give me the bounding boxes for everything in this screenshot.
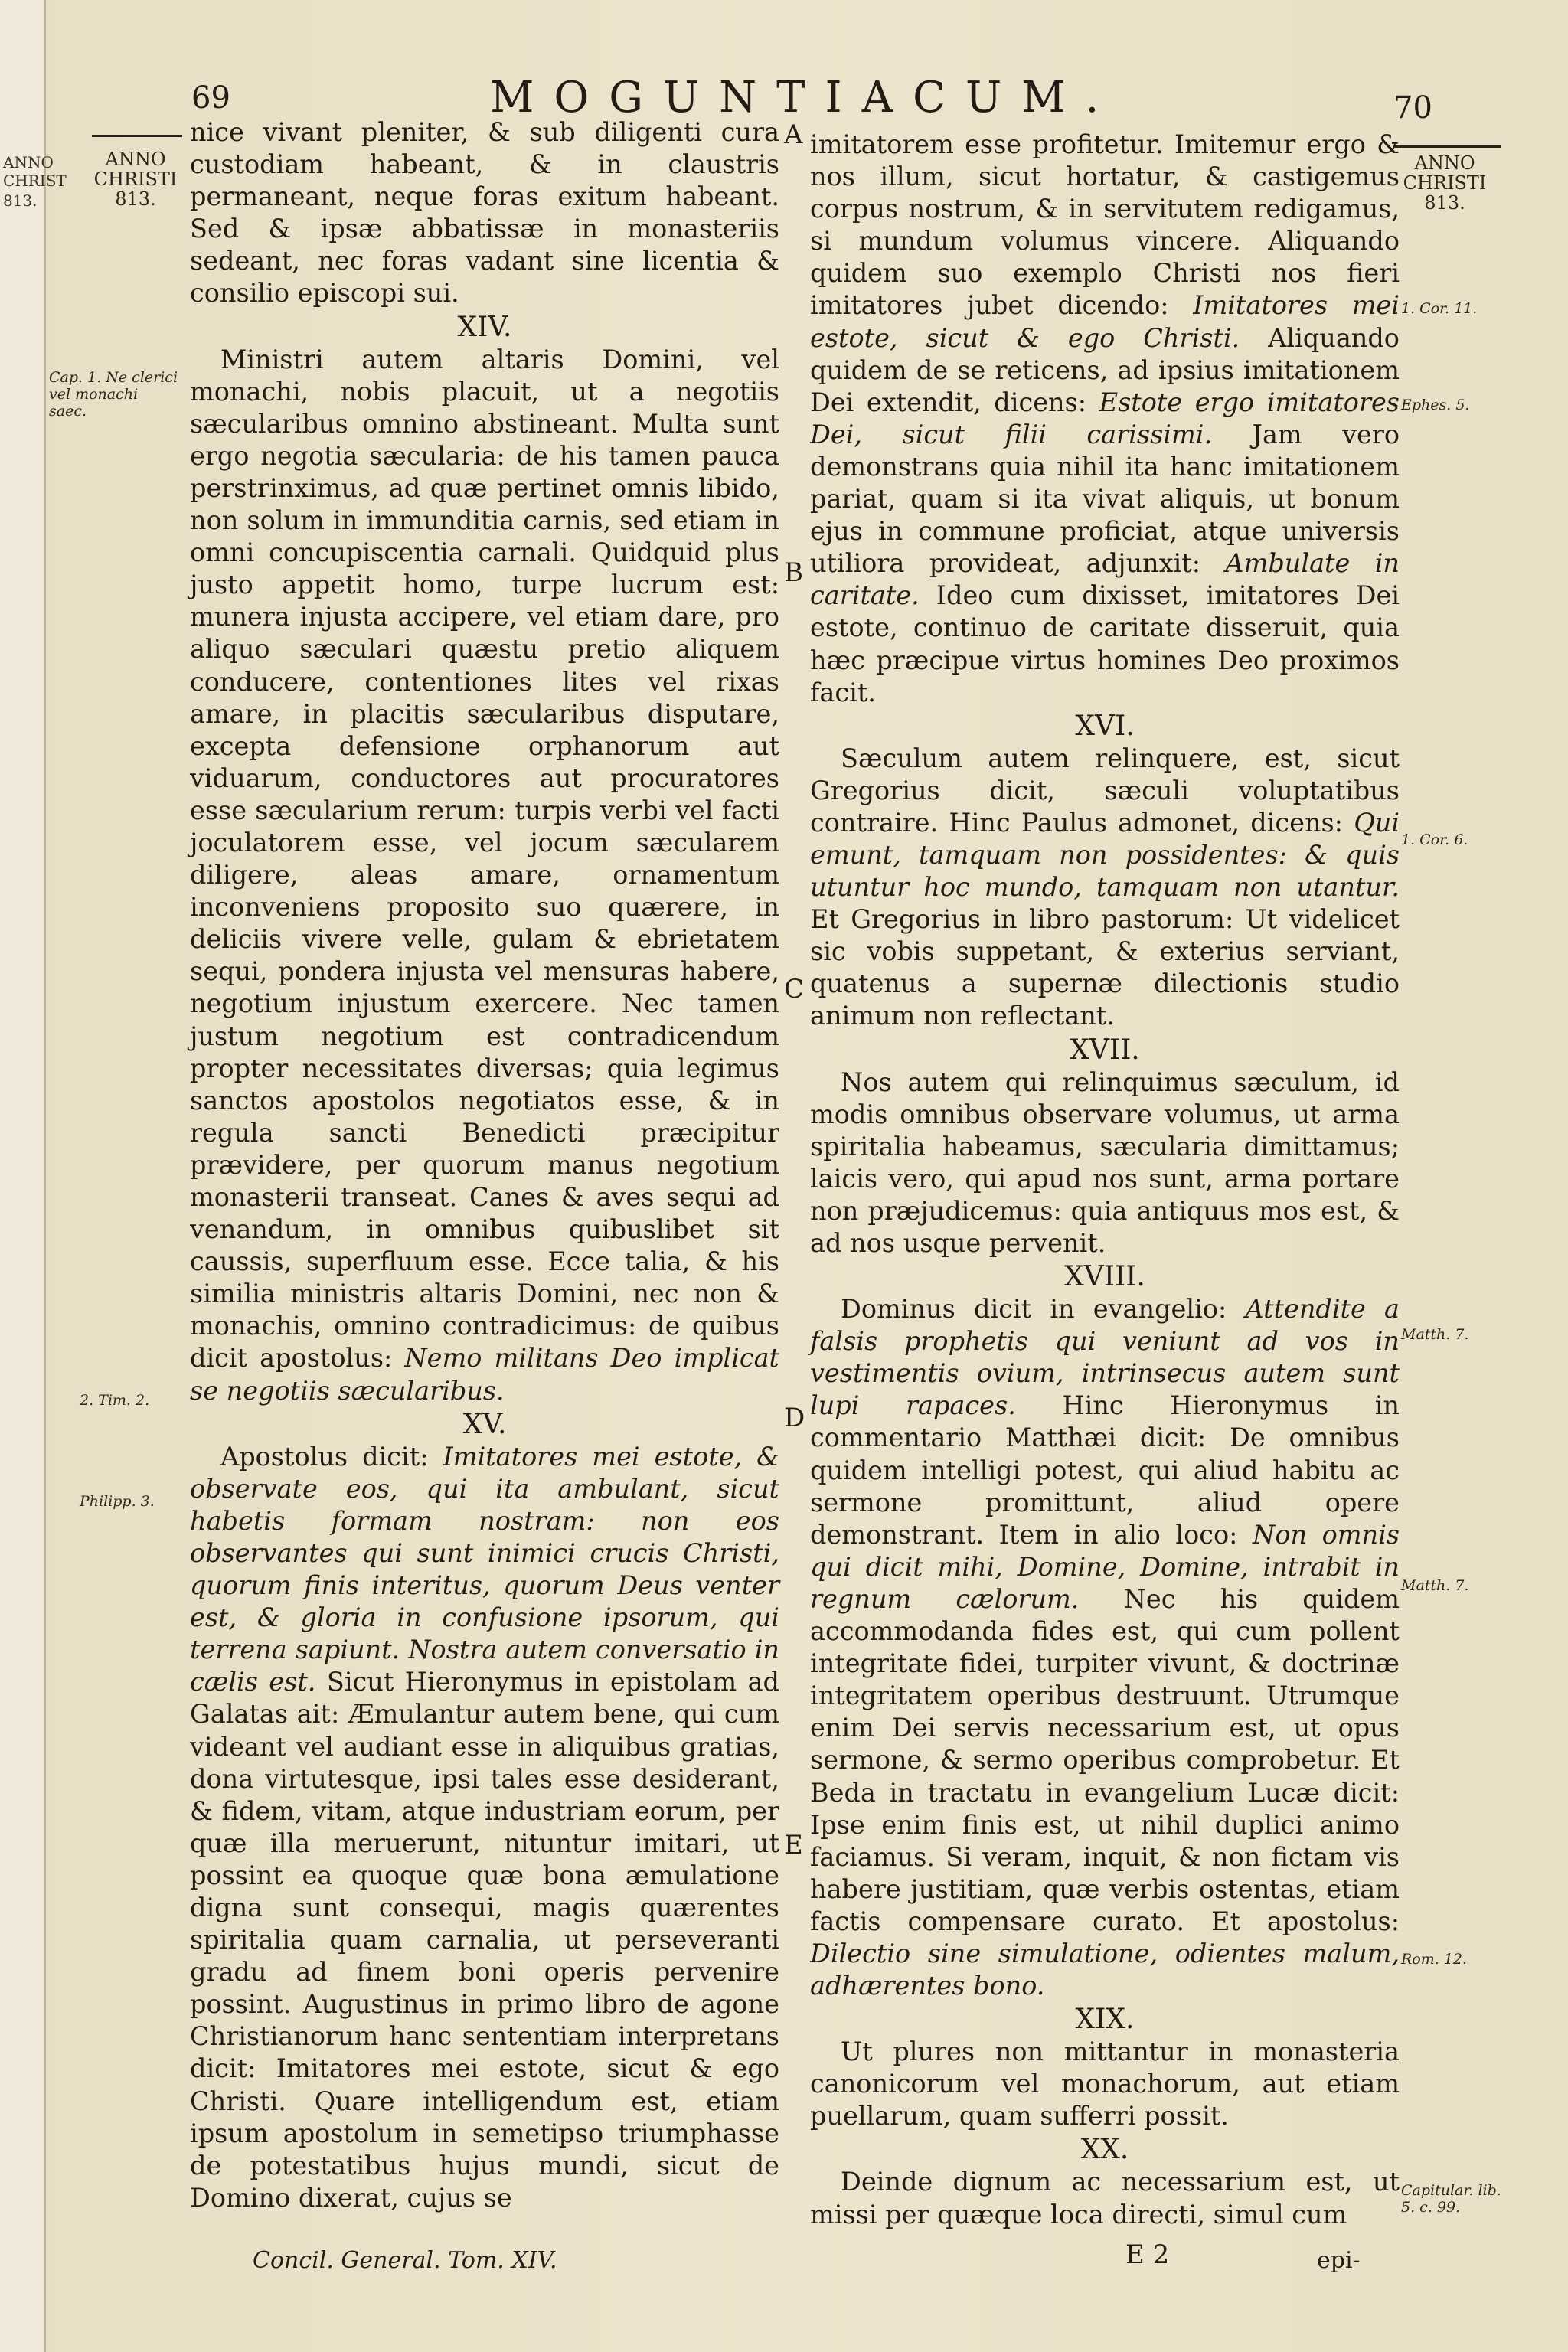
margin-note-cap: Cap. 1. Ne clerici vel monachi saec. <box>49 369 178 420</box>
rule-left <box>92 135 182 137</box>
scripture-quote: Estote ergo imitatores Dei, sicut filii carissimi. <box>810 387 1400 449</box>
body-text: Aliquando quidem de se reticens, ad ipsius imitationem Dei extendit, dicens: <box>810 322 1400 417</box>
margin-note-philipp: Philipp. 3. <box>80 1493 155 1510</box>
paragraph <box>190 344 779 1407</box>
margin-note-capitular: Capitular. lib. 5. c. 99. <box>1401 2182 1501 2216</box>
section-heading: XX. <box>1080 2134 1129 2166</box>
edge-text: 813. <box>3 191 38 210</box>
section-heading: XV. <box>462 1408 507 1440</box>
scripture-quote: Non omnis qui dicit mihi, Domine, Domine, intrabit in regnum cælorum. <box>810 1519 1400 1614</box>
paragraph <box>810 743 1400 1033</box>
body-text: Ministri autem altaris Domini, vel monachi, nobis placuit, ut a negotiis sæcularibus omnino abstineant. Multa sunt ergo negotia sæcularia: de his tamen pauca perstrinximus, ad quæ pertinet omnis libido, non solum in immunditia carnis, sed etiam in omni concupiscentia carnali. Quidquid plus justo appetit homo, turpe lucrum est: munera injusta accipere, vel etiam dare, pro aliquo sæculari quæstu pretio aliquem conducere, contentiones lites vel rixas amare, in placitis sæcularibus disputare, excepta defensione orphanorum aut viduarum, conductores aut procuratores esse sæcularium rerum: turpis verbi vel facti joculatorem esse, vel jocum sæcularem diligere, aleas amare, ornamentum inconveniens proposito suo quærere, in deliciis vivere velle, gulam & ebrietatem sequi, pondera injusta vel mensuras habere, negotium injustum exercere. Nec tamen justum negotium est contradicendum propter necessitates diversas; quia legimus sanctos apostolos negotiatos esse, & in regula sancti Benedicti præcipitur prævidere, per quorum manus negotium monasterii transeat. Canes & aves sequi ad venandum, in omnibus quibuslibet sit caussis, superfluum esse. Ecce talia, & his similia ministris altaris Domini, nec non & monachis, omnino contradicimus: de quibus dicit apostolus: <box>190 344 779 1374</box>
section-letter: D <box>784 1403 805 1433</box>
scripture-quote: Imitatores mei estote, & observate eos, qui ita ambulant, sicut habetis formam nostram: non eos observantes qui sunt inimici crucis Christi, quorum finis interitus, quorum Deus venter est, & gloria in confusione ipsorum, qui terrena sapiunt. Nostra autem conversatio in cælis est. <box>190 1441 779 1697</box>
body-text: Sicut Hieronymus in epistolam ad Galatas ait: Æmulantur autem bene, qui cum videant vel audiant esse in aliquibus gratias, dona virtutesque, ipsi tales esse desiderant, & fidem, vitam, atque industriam eorum, per quæ illa meruerunt, nituntur imitari, ut possint ea quoque quæ bona æmulatione digna sunt consequi, magis quærentes spiritalia quam carnalia, ut perseveranti gradu ad finem boni operis pervenire possint. Augustinus in primo libro de agone Christianorum hanc sententiam interpretans dicit: Imitatores mei estote, sicut & ego Christi. Quare intelligendum est, etiam ipsum apostolum in semetipso triumphasse de potestatibus hujus mundi, sicut de Domino dixerat, cujus se <box>190 1667 779 2213</box>
body-text: imitatorem esse profitetur. Imitemur ergo & nos illum, sicut hortatur, & castigemus corpus nostrum, & in servitutem redigamus, si mundum volumus vincere. Aliquando quidem suo exemplo Christi nos fieri imitatores jubet dicendo: <box>810 129 1400 321</box>
adjacent-page-edge <box>0 0 67 2352</box>
page-number-left: 69 <box>191 80 230 116</box>
footer-source: Concil. General. Tom. XIV. <box>253 2247 557 2274</box>
edge-text: CHRIST <box>3 172 67 190</box>
scripture-quote: Imitatores mei estote, sicut & ego Christi. <box>810 290 1400 353</box>
right-column <box>810 129 1400 2231</box>
paragraph <box>190 1441 779 2214</box>
paragraph: Nos autem qui relinquimus sæculum, id modis omnibus observare volumus, ut arma spiritalia habeamus, sæcularia dimittamus; laicis vero, qui apud nos sunt, arma portare non præjudicemus: quia antiquus mos est, & ad nos usque pervenit. <box>810 1067 1400 1258</box>
scripture-quote: Ambulate in caritate. <box>810 548 1400 611</box>
margin-anno-left: ANNO CHRISTI 813. <box>93 149 178 210</box>
running-title: MOGUNTIACUM. <box>490 73 1119 122</box>
rule-right <box>1393 145 1501 148</box>
paragraph <box>810 1293 1400 2002</box>
scripture-quote: Nemo militans Deo implicat se negotiis sæcularibus. <box>190 1343 780 1406</box>
margin-note-tim: 2. Tim. 2. <box>80 1392 150 1409</box>
page-number-right: 70 <box>1393 90 1432 126</box>
signature-mark: E 2 <box>1125 2239 1170 2270</box>
body-text: Dominus dicit in evangelio: <box>841 1294 1227 1325</box>
body-text: Nec his quidem accommodanda fides est, qui cum pollent integritate fidei, turpiter vivunt, & doctrinæ integritatem operibus destruunt. Utrumque enim Dei servis necessarium est, ut opus sermone, & sermo operibus comprobetur. Et Beda in tractatu in evangelium Lucæ dicit: Ipse enim finis est, ut nihil duplici animo faciamus. Si veram, inquit, & non fictam vis habere justitiam, quæ verbis ostentas, etiam factis compensare curato. Et apostolus: <box>810 1583 1400 1936</box>
left-column <box>190 116 779 2214</box>
paragraph: Deinde dignum ac necessarium est, ut missi per quæque loca directi, simul cum <box>810 2167 1400 2230</box>
body-text: Jam vero demonstrans quia nihil ita hanc imitationem pariat, quam si ita vivat aliquis, ut bonum ejus in commune proficiat, atque universis utiliora provideat, adjunxit: <box>810 419 1400 579</box>
margin-note-rom: Rom. 12. <box>1401 1951 1468 1968</box>
edge-text: ANNO <box>3 153 54 172</box>
scripture-quote: Dilectio sine simulatione, odientes malum, adhærentes bono. <box>810 1938 1400 2001</box>
paragraph: Ut plures non mittantur in monasteria canonicorum vel monachorum, aut etiam puellarum, quam sufferri possit. <box>810 2037 1400 2132</box>
body-text: Sæculum autem relinquere, est, sicut Gregorius dicit, sæculi voluptatibus contraire. Hinc Paulus admonet, dicens: <box>810 743 1400 838</box>
body-text: Et Gregorius in libro pastorum: Ut videlicet sic vobis suppetant, & exterius serviant, quatenus a supernæ dilectionis studio animum non reflectant. <box>810 904 1400 1031</box>
section-heading: XVI. <box>1075 710 1135 742</box>
paragraph <box>810 129 1400 709</box>
margin-note-matth: Matth. 7. <box>1401 1326 1469 1343</box>
scripture-quote: Qui emunt, tamquam non possidentes: & quis utuntur hoc mundo, tamquam non utantur. <box>810 807 1400 903</box>
margin-note-ephes: Ephes. 5. <box>1401 397 1470 413</box>
section-heading: XIX. <box>1075 2004 1135 2036</box>
margin-anno-right: ANNO CHRISTI 813. <box>1403 152 1487 214</box>
margin-note-matth: Matth. 7. <box>1401 1577 1469 1594</box>
section-letter: B <box>784 557 803 588</box>
section-letter: C <box>784 974 805 1004</box>
body-text: Apostolus dicit: <box>220 1441 429 1472</box>
catchword: epi- <box>1317 2247 1361 2274</box>
section-heading: XIV. <box>457 311 512 343</box>
margin-note-cor6: 1. Cor. 6. <box>1401 831 1468 848</box>
section-heading: XVIII. <box>1064 1261 1145 1293</box>
paragraph: nice vivant pleniter, & sub diligenti cura custodiam habeant, & in claustris permaneant, neque foras exitum habeant. Sed & ipsæ abbatissæ in monasteriis sedeant, nec foras vadant sine licentia & consilio episcopi sui. <box>190 117 779 309</box>
body-text: Ideo cum dixisset, imitatores Dei estote, continuo de caritate disseruit, quia hæc præcipue virtus homines Deo proximos facit. <box>810 580 1400 707</box>
scripture-quote: Attendite a falsis prophetis qui veniunt ad vos in vestimentis ovium, intrinsecus autem sunt lupi rapaces. <box>810 1294 1400 1421</box>
section-letter: A <box>784 119 803 150</box>
section-heading: XVII. <box>1070 1034 1140 1066</box>
body-text: Hinc Hieronymus in commentario Matthæi dicit: De omnibus quidem intelligi potest, qui aliud habitu ac sermone promittunt, aliud opere demonstrant. Item in alio loco: <box>810 1390 1400 1550</box>
section-letter: E <box>784 1830 803 1860</box>
margin-note-cor11: 1. Cor. 11. <box>1401 300 1478 317</box>
